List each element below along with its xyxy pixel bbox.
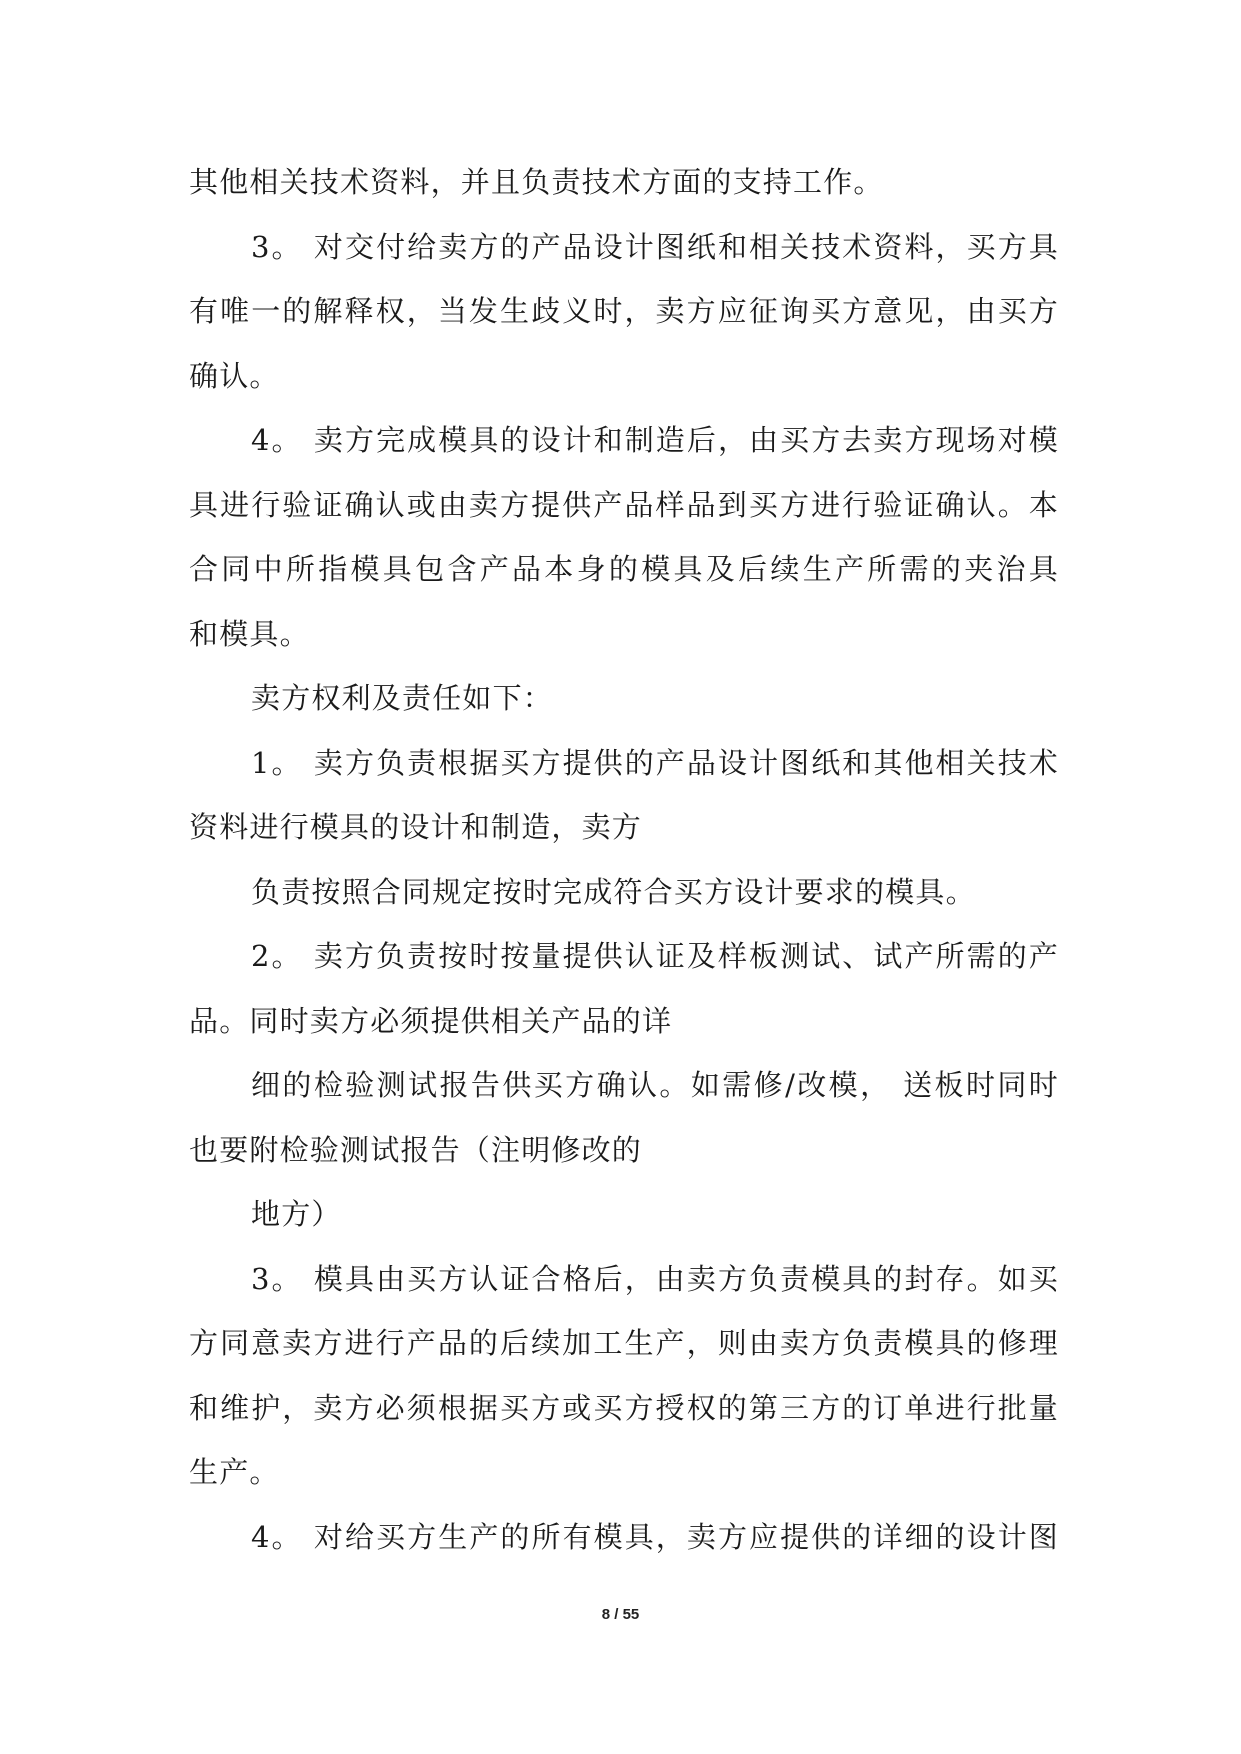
document-body	[189, 150, 1059, 1569]
text-line: 4。 卖方完成模具的设计和制造后，由买方去卖方现场对模	[251, 423, 1059, 457]
text-line: 负责按照合同规定按时完成符合买方设计要求的模具。	[251, 874, 976, 909]
text-line: 有唯一的解释权，当发生歧义时，卖方应征询买方意见，由买方	[189, 294, 1059, 328]
text-line: 确认。	[189, 358, 280, 393]
text-line: 4。 对给买方生产的所有模具，卖方应提供的详细的设计图	[251, 1519, 1059, 1554]
text-line: 3。 对交付给卖方的产品设计图纸和相关技术资料，买方具	[251, 229, 1059, 264]
text-line: 也要附检验测试报告（注明修改的	[189, 1132, 643, 1167]
text-line: 卖方权利及责任如下：	[251, 681, 554, 715]
text-line: 和维护，卖方必须根据买方或买方授权的第三方的订单进行批量	[189, 1390, 1059, 1425]
text-line: 2。 卖方负责按时按量提供认证及样板测试、试产所需的产	[251, 939, 1059, 973]
text-line: 和模具。	[189, 616, 310, 651]
text-line: 1。 卖方负责根据买方提供的产品设计图纸和其他相关技术	[251, 745, 1059, 780]
text-line: 生产。	[189, 1455, 280, 1489]
text-line: 品。同时卖方必须提供相关产品的详	[189, 1003, 673, 1038]
text-line: 地方）	[251, 1197, 342, 1231]
page-number: 8 / 55	[601, 1606, 640, 1623]
text-line: 3。 模具由买方认证合格后，由卖方负责模具的封存。如买	[251, 1261, 1059, 1296]
text-line: 其他相关技术资料，并且负责技术方面的支持工作。	[189, 165, 884, 199]
text-line: 方同意卖方进行产品的后续加工生产，则由卖方负责模具的修理	[189, 1326, 1059, 1360]
text-line: 具进行验证确认或由卖方提供产品样品到买方进行验证确认。本	[189, 487, 1059, 522]
text-line: 合同中所指模具包含产品本身的模具及后续生产所需的夹治具	[189, 552, 1059, 586]
text-line: 资料进行模具的设计和制造，卖方	[189, 810, 643, 844]
text-line: 细的检验测试报告供买方确认。如需修/改模， 送板时同时	[251, 1068, 1059, 1102]
